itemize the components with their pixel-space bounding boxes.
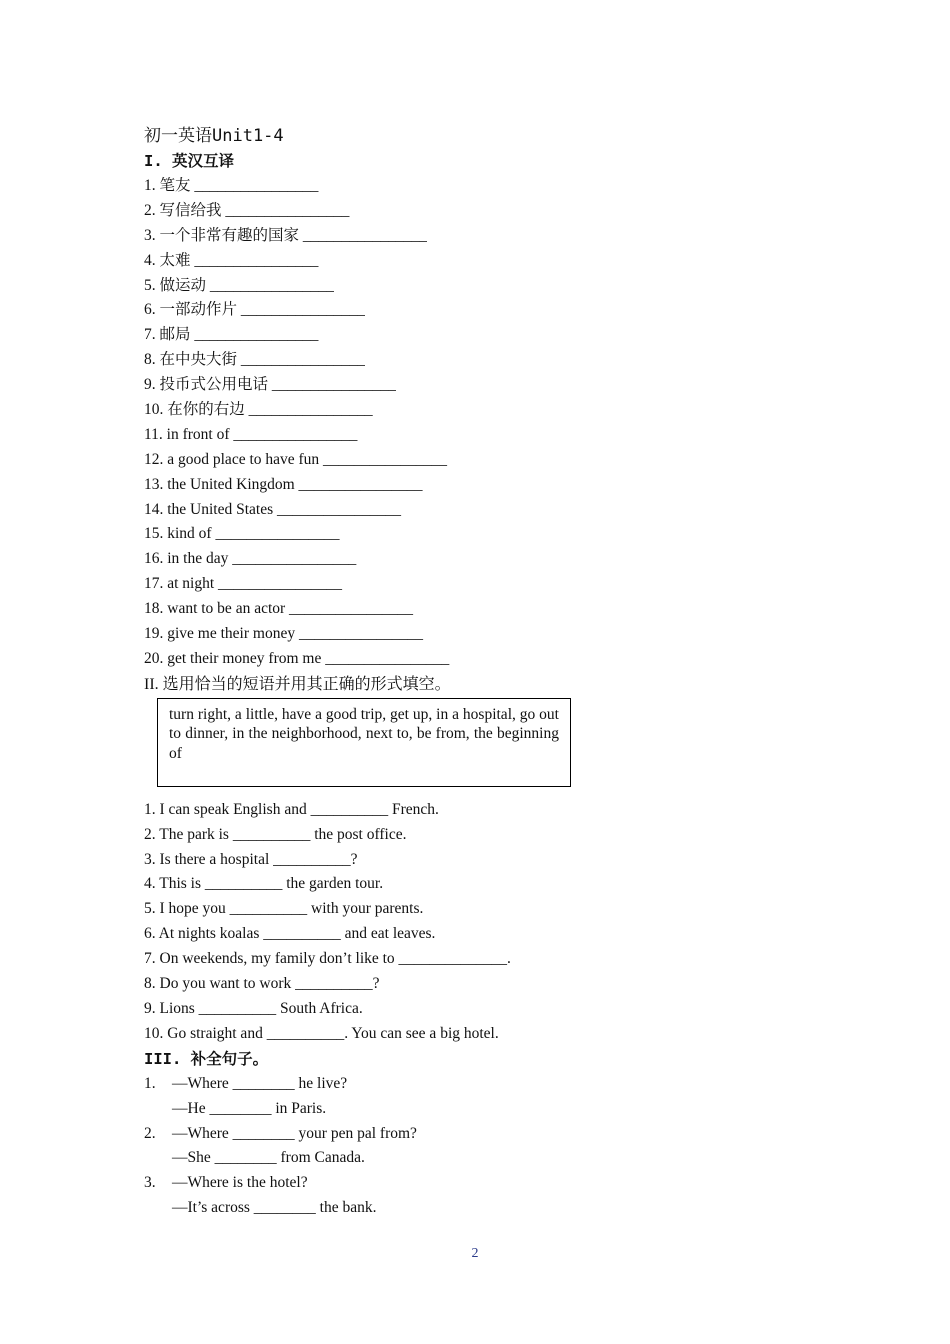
list-item: 7. 邮局 ________________	[144, 326, 319, 344]
list-item: 5. 做运动 ________________	[144, 276, 334, 294]
dialogue-number: 2.	[144, 1124, 156, 1142]
list-item: 6. 一部动作片 ________________	[144, 301, 365, 319]
list-item: 4. This is __________ the garden tour.	[144, 875, 384, 893]
dialogue-line	[144, 1146, 844, 1171]
list-item: 12. a good place to have fun ________________	[144, 450, 448, 468]
list-item: 4. 太难 ________________	[144, 251, 319, 269]
list-item: 5. I hope you __________ with your parents.	[144, 900, 424, 918]
list-item: 6. At nights koalas __________ and eat leaves.	[144, 925, 436, 943]
section-2-heading: II. 选用恰当的短语并用其正确的形式填空。	[144, 675, 451, 693]
list-item: 7. On weekends, my family don’t like to ______________.	[144, 950, 511, 968]
dialogue-number: 1.	[144, 1074, 156, 1092]
dialogue-text: —Where ________ your pen pal from?	[172, 1124, 417, 1142]
dialogue-text: —He ________ in Paris.	[172, 1099, 327, 1117]
document-title: 初一英语Unit1-4	[144, 126, 284, 146]
list-item: 10. 在你的右边 ________________	[144, 401, 373, 419]
dialogue-line	[144, 1171, 844, 1196]
word-box: turn right, a little, have a good trip, get up, in a hospital, go out to dinner, in the neighborhood, next to, be from, the beginning of	[157, 698, 571, 787]
list-item: 8. 在中央大街 ________________	[144, 351, 365, 369]
dialogue-text: —She ________ from Canada.	[172, 1149, 365, 1167]
dialogue-text: —It’s across ________ the bank.	[172, 1199, 377, 1217]
list-item: 17. at night ________________	[144, 575, 343, 593]
list-item: 10. Go straight and __________. You can see a big hotel.	[144, 1024, 499, 1042]
document-page	[144, 124, 844, 1221]
dialogue-line	[144, 1122, 844, 1147]
section-3-dialogues	[144, 1072, 844, 1221]
list-item: 19. give me their money ________________	[144, 625, 423, 643]
section-3-heading: III. 补全句子。	[144, 1049, 269, 1068]
list-item: 2. The park is __________ the post office.	[144, 825, 407, 843]
list-item: 20. get their money from me ________________	[144, 649, 450, 667]
section-1-list	[144, 174, 844, 672]
list-item: 13. the United Kingdom ________________	[144, 475, 423, 493]
dialogue-line	[144, 1072, 844, 1097]
dialogue-line	[144, 1097, 844, 1122]
dialogue-text: —Where ________ he live?	[172, 1074, 348, 1092]
list-item: 1. I can speak English and __________ French.	[144, 800, 439, 818]
dialogue-line	[144, 1196, 844, 1221]
list-item: 9. 投币式公用电话 ________________	[144, 376, 396, 394]
section-1-heading: I. 英汉互译	[144, 152, 234, 170]
list-item: 3. Is there a hospital __________?	[144, 850, 358, 868]
dialogue-text: —Where is the hotel?	[172, 1174, 308, 1192]
dialogue-number: 3.	[144, 1174, 156, 1192]
list-item: 15. kind of ________________	[144, 525, 340, 543]
list-item: 16. in the day ________________	[144, 550, 357, 568]
list-item: 2. 写信给我 ________________	[144, 201, 350, 219]
page-number: 2	[471, 1246, 479, 1261]
list-item: 18. want to be an actor ________________	[144, 600, 414, 618]
list-item: 8. Do you want to work __________?	[144, 975, 380, 993]
list-item: 1. 笔友 ________________	[144, 177, 319, 194]
list-item: 9. Lions __________ South Africa.	[144, 999, 363, 1017]
section-2-list	[144, 798, 844, 1047]
list-item: 3. 一个非常有趣的国家 ________________	[144, 226, 427, 244]
list-item: 11. in front of ________________	[144, 425, 358, 443]
list-item: 14. the United States ________________	[144, 500, 402, 518]
